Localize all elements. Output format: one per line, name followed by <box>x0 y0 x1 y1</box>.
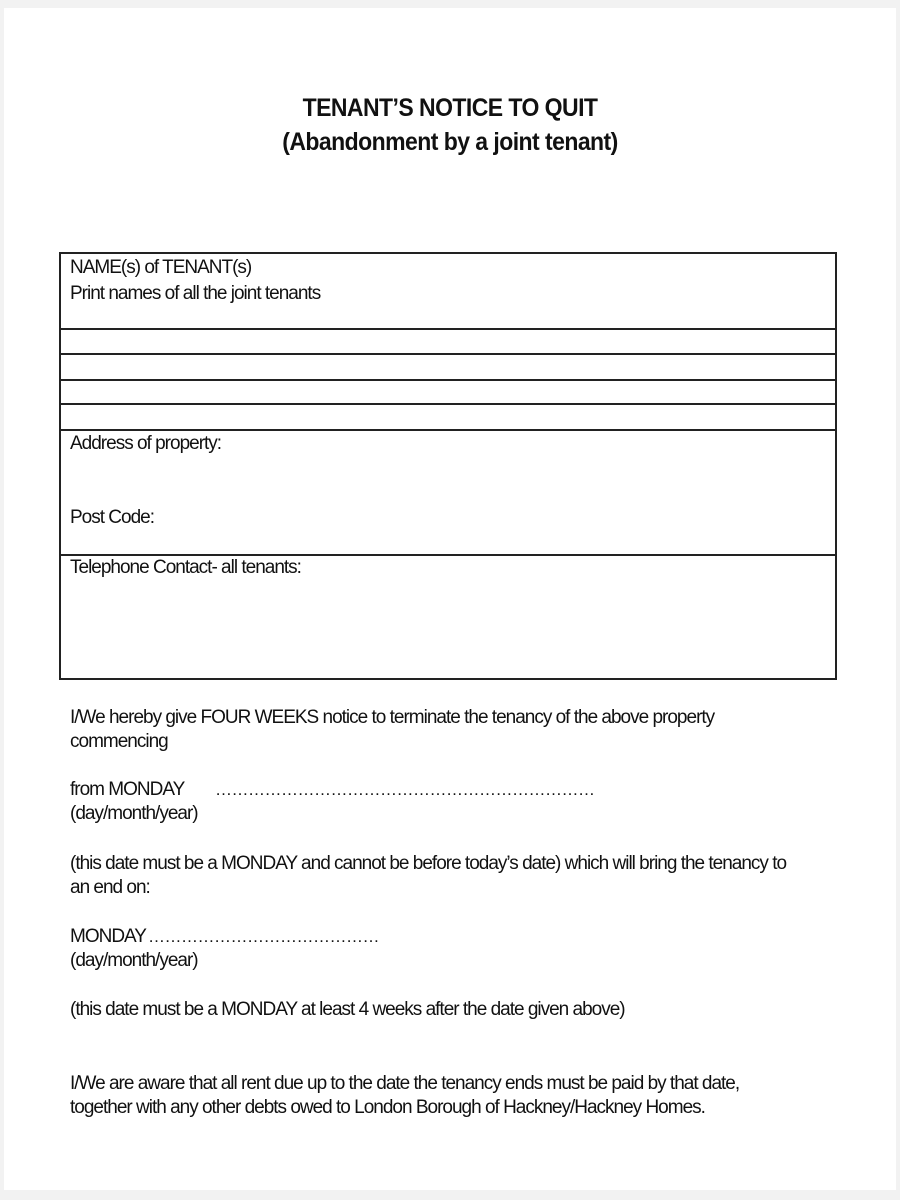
notice-line-1: I/We hereby give FOUR WEEKS notice to terminate the tenancy of the above property <box>70 707 715 728</box>
document-subtitle: (Abandonment by a joint tenant) <box>282 128 618 156</box>
condition-2: (this date must be a MONDAY at least 4 weeks after the date given above) <box>70 999 625 1020</box>
tenant-name-field-3[interactable] <box>59 379 837 405</box>
names-label: NAME(s) of TENANT(s) <box>70 257 252 278</box>
from-date-field[interactable]: …………………………………………………………… <box>215 780 595 799</box>
from-monday-label: from MONDAY <box>70 779 185 800</box>
date-format-hint-2: (day/month/year) <box>70 950 198 971</box>
end-monday-label: MONDAY <box>70 926 146 947</box>
tenant-name-field-2[interactable] <box>59 353 837 381</box>
tenant-name-field-4[interactable] <box>59 403 837 431</box>
document-title: TENANT’S NOTICE TO QUIT <box>302 94 598 122</box>
awareness-line-2: together with any other debts owed to London Borough of Hackney/Hackney Homes. <box>70 1097 705 1118</box>
address-label: Address of property: <box>70 433 222 454</box>
telephone-label: Telephone Contact- all tenants: <box>70 557 301 578</box>
notice-line-2: commencing <box>70 731 168 752</box>
date-format-hint-1: (day/month/year) <box>70 803 198 824</box>
condition-1-line-2: an end on: <box>70 877 150 898</box>
postcode-label: Post Code: <box>70 507 154 528</box>
tenant-name-field-1[interactable] <box>59 328 837 355</box>
end-date-field[interactable]: …………………………………… <box>148 927 379 946</box>
awareness-line-1: I/We are aware that all rent due up to the date the tenancy ends must be paid by that date, <box>70 1073 740 1094</box>
condition-1-line-1: (this date must be a MONDAY and cannot be before today’s date) which will bring the tenancy to <box>70 853 787 874</box>
names-hint: Print names of all the joint tenants <box>70 283 321 304</box>
